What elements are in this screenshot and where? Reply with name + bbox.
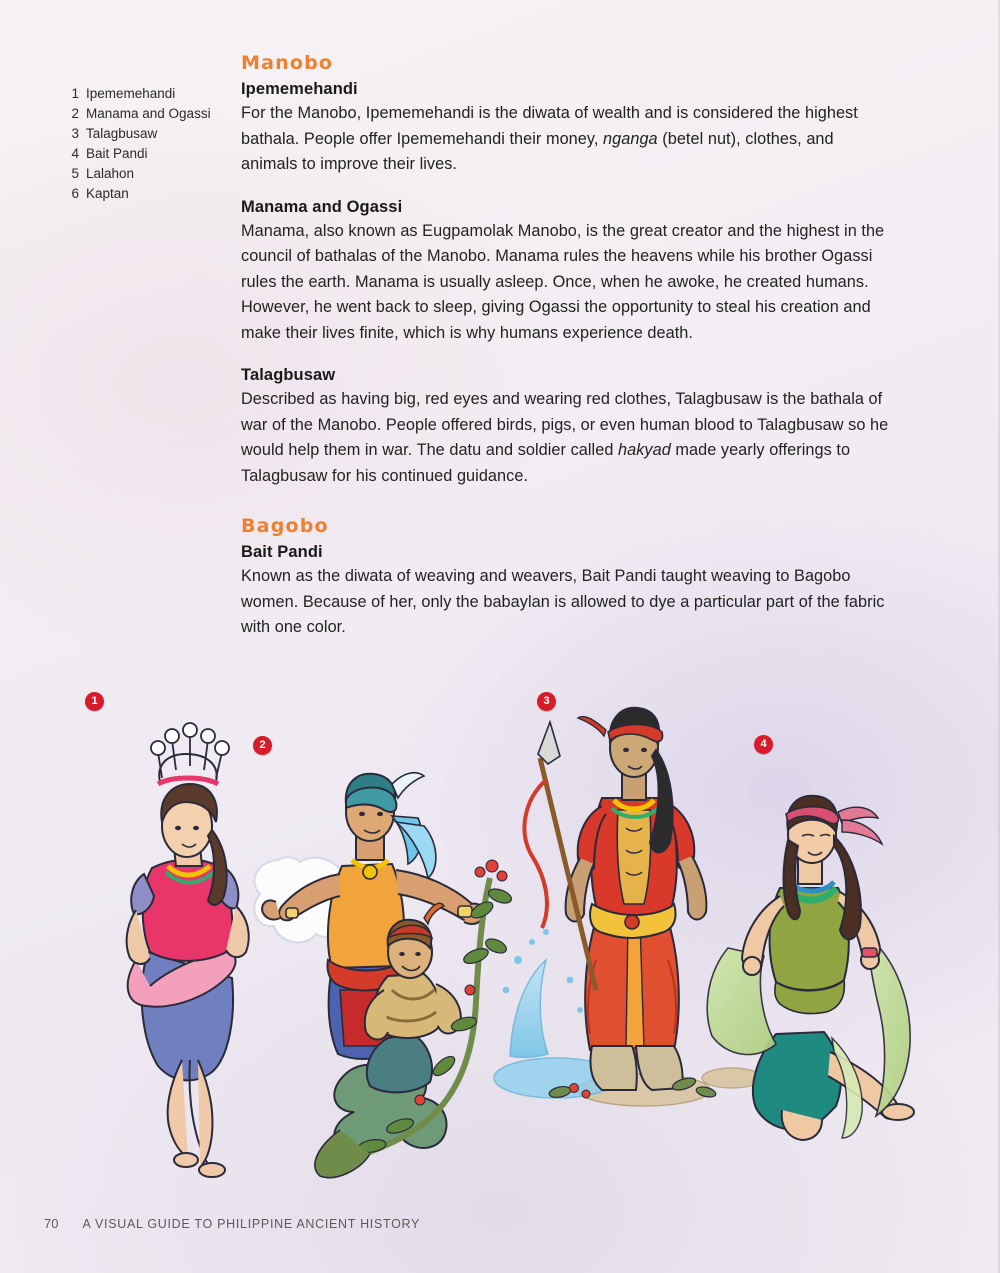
entry-title: Ipememehandi xyxy=(241,80,358,98)
section-heading-manobo: Manobo xyxy=(241,52,334,74)
entry-body-pre: Described as having big, red eyes and wearing red clothes, Talagbusaw is the bathala of war of the Manobo. People offered birds, pigs, or even human blood to Talagbusaw so he would help them in war. The datu and soldier called xyxy=(241,390,889,459)
entry-body-post: made yearly offerings to Talagbusaw for his continued guidance. xyxy=(241,441,851,485)
index-number: 1 xyxy=(71,86,79,101)
main-text-column xyxy=(241,52,891,641)
entry-body xyxy=(241,219,891,347)
entry-title: Bait Pandi xyxy=(241,543,323,561)
figure-callout-3[interactable]: 3 xyxy=(537,692,556,711)
index-label: Manama and Ogassi xyxy=(86,106,211,121)
index-number: 6 xyxy=(71,186,79,201)
footer-book-title: A VISUAL GUIDE TO PHILIPPINE ANCIENT HISTORY xyxy=(82,1217,421,1231)
entry-title: Manama and Ogassi xyxy=(241,197,403,216)
list-item xyxy=(68,184,218,203)
deities-illustration xyxy=(40,660,970,1180)
entry-talagbusaw xyxy=(241,366,891,489)
entry-body-post: (betel nut), clothes, and animals to improve their lives. xyxy=(241,129,834,173)
entry-body xyxy=(241,101,891,178)
list-item xyxy=(68,144,218,163)
illustration-area xyxy=(40,660,970,1180)
index-label: Kaptan xyxy=(86,186,129,201)
page-footer xyxy=(44,1216,420,1231)
entry-bait-pandi xyxy=(241,543,891,641)
list-item xyxy=(68,124,218,143)
index-number: 5 xyxy=(71,166,79,181)
figure-index-list xyxy=(68,84,218,204)
entry-body-emphasis: nganga xyxy=(603,129,658,148)
index-number: 2 xyxy=(71,106,79,121)
index-label: Ipememehandi xyxy=(86,86,176,101)
section-heading-bagobo: Bagobo xyxy=(241,515,329,537)
list-item xyxy=(68,164,218,183)
entry-title: Talagbusaw xyxy=(241,366,336,384)
entry-body xyxy=(241,564,891,641)
entry-body-pre: Manama, also known as Eugpamolak Manobo, is the great creator and the highest in the council of bathalas of the Manobo. Manama rules the heavens while his brother Ogassi rules the earth. Manama is usually asleep. Once, when he awoke, he created humans. However, he went back to sleep, giving Ogassi the opportunity to steal his creation and make their lives finite, which is why humans experience death. xyxy=(241,221,885,342)
figure-callout-2[interactable]: 2 xyxy=(253,736,272,755)
entry-manama-and-ogassi xyxy=(241,198,891,347)
ipememehandi-figure xyxy=(127,723,249,1177)
entry-body-pre: Known as the diwata of weaving and weavers, Bait Pandi taught weaving to Bagobo women. Because of her, only the babaylan is allowed to dye a particular part of the fabric with one color. xyxy=(241,567,885,636)
figure-callout-4[interactable]: 4 xyxy=(754,735,773,754)
index-label: Talagbusaw xyxy=(86,126,158,141)
index-label: Bait Pandi xyxy=(86,146,148,161)
entry-body-pre: For the Manobo, Ipememehandi is the diwata of wealth and is considered the highest bathala. People offer Ipememehandi their money, xyxy=(241,104,858,148)
index-label: Lalahon xyxy=(86,166,135,181)
manama-ogassi-figure xyxy=(254,773,513,1178)
entry-ipememehandi xyxy=(241,80,891,178)
figure-callout-1[interactable]: 1 xyxy=(85,692,104,711)
list-item xyxy=(68,104,218,123)
footer-page-number: 70 xyxy=(44,1216,59,1231)
index-number: 4 xyxy=(71,146,79,161)
entry-body-emphasis: hakyad xyxy=(618,441,671,459)
entry-body xyxy=(241,387,891,489)
list-item xyxy=(68,84,218,103)
index-number: 3 xyxy=(71,126,79,141)
